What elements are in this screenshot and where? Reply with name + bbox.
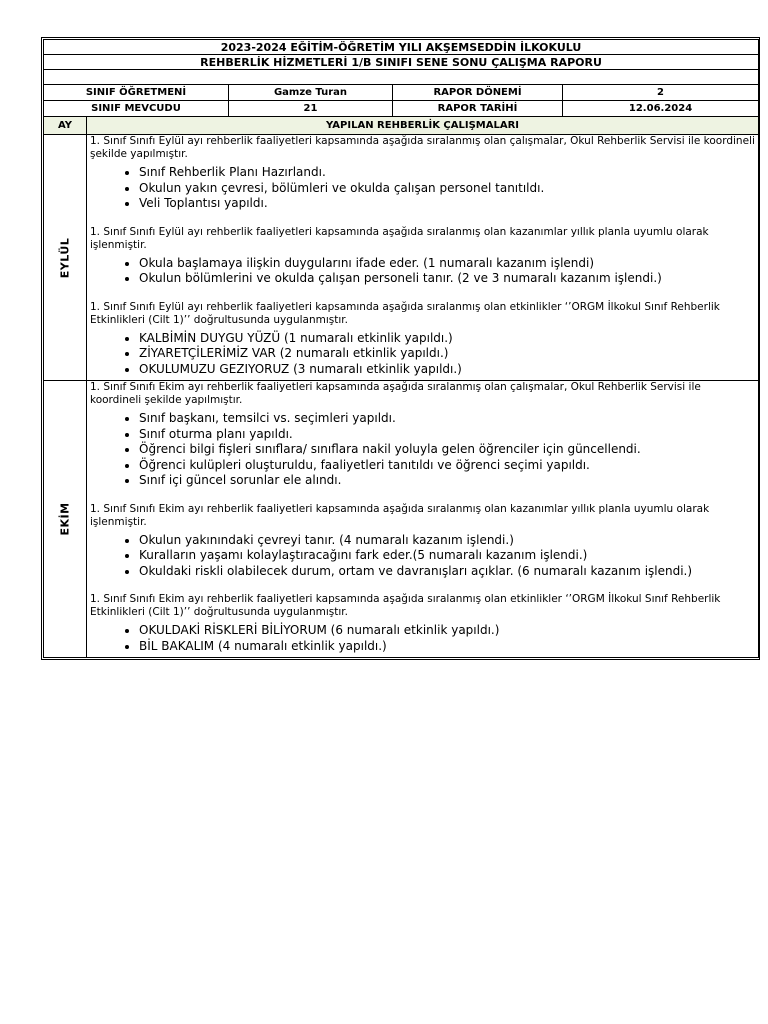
list-item: • Okulun yakınındaki çevreyi tanır. (4 numaralı kazanım işlendi.) <box>139 533 755 549</box>
list-item: • Öğrenci bilgi fişleri sınıflara/ sınıflara nakil yoluyla gelen öğrenciler için güncellendi. <box>139 442 755 458</box>
month-rows <box>44 135 759 658</box>
work-column-header: YAPILAN REHBERLİK ÇALIŞMALARI <box>87 117 759 135</box>
month-row <box>44 135 759 381</box>
activity-section <box>90 301 755 378</box>
activity-section <box>90 135 755 212</box>
list-item: • OKULUMUZU GEZIYORUZ (3 numaralı etkinlik yapıldı.) <box>139 362 755 378</box>
list-item: • OKULDAKİ RİSKLERİ BİLİYORUM (6 numaralı etkinlik yapıldı.) <box>139 623 755 639</box>
activity-list <box>90 331 755 378</box>
school-title: 2023-2024 EĞİTİM-ÖĞRETİM YILI AKŞEMSEDDİN İLKOKULU <box>44 40 759 55</box>
section-intro: 1. Sınıf Sınıfı Ekim ayı rehberlik faaliyetleri kapsamında aşağıda sıralanmış olan kazanımlar yıllık planla uyumlu olarak işlenmiştir. <box>90 502 710 528</box>
section-intro: 1. Sınıf Sınıfı Eylül ayı rehberlik faaliyetleri kapsamında aşağıda sıralanmış olan kazanımlar yıllık planla uyumlu olarak işlenmiştir. <box>90 225 709 251</box>
activity-list <box>90 411 755 489</box>
list-item: • Sınıf Rehberlik Planı Hazırlandı. <box>139 165 755 181</box>
month-cell <box>44 381 87 658</box>
count-value: 21 <box>229 101 393 117</box>
list-item: • BİL BAKALIM (4 numaralı etkinlik yapıldı.) <box>139 639 755 655</box>
list-item: • Sınıf içi güncel sorunlar ele alındı. <box>139 473 755 489</box>
section-intro: 1. Sınıf Sınıfı Eylül ayı rehberlik faaliyetleri kapsamında aşağıda sıralanmış olan çalışmalar, Okul Rehberlik Servisi ile koordineli şekilde yapılmıştır. <box>90 135 755 160</box>
section-intro: 1. Sınıf Sınıfı Eylül ayı rehberlik faaliyetleri kapsamında aşağıda sıralanmış olan etkinlikler ‘’ORGM İlkokul Sınıf Rehberlik Etkinlikleri (Cilt 1)’’ doğrultusunda uygulanmıştır. <box>90 300 720 326</box>
activity-section <box>90 503 755 580</box>
list-item: • Öğrenci kulüpleri oluşturuldu, faaliyetleri tanıtıldı ve öğrenci seçimi yapıldı. <box>139 458 755 474</box>
month-content <box>87 135 759 381</box>
teacher-value: Gamze Turan <box>229 85 393 101</box>
report-title: REHBERLİK HİZMETLERİ 1/B SINIFI SENE SONU ÇALIŞMA RAPORU <box>44 55 759 70</box>
date-label: RAPOR TARİHİ <box>393 101 563 117</box>
list-item: • Okulun yakın çevresi, bölümleri ve okulda çalışan personel tanıtıldı. <box>139 181 755 197</box>
report-frame <box>41 37 760 660</box>
list-item: • Kuralların yaşamı kolaylaştıracağını fark eder.(5 numaralı kazanım işlendi.) <box>139 548 755 564</box>
activity-list <box>90 623 755 654</box>
activity-section <box>90 381 755 489</box>
teacher-label: SINIF ÖĞRETMENİ <box>44 85 229 101</box>
month-name: EKİM <box>58 502 72 536</box>
list-item: • Okula başlamaya ilişkin duygularını ifade eder. (1 numaralı kazanım işlendi) <box>139 256 755 272</box>
list-item: • Sınıf oturma planı yapıldı. <box>139 427 755 443</box>
month-row <box>44 381 759 658</box>
activity-list <box>90 533 755 580</box>
month-cell <box>44 135 87 381</box>
list-item: • Sınıf başkanı, temsilci vs. seçimleri yapıldı. <box>139 411 755 427</box>
period-label: RAPOR DÖNEMİ <box>393 85 563 101</box>
list-item: • Veli Toplantısı yapıldı. <box>139 196 755 212</box>
section-intro: 1. Sınıf Sınıfı Ekim ayı rehberlik faaliyetleri kapsamında aşağıda sıralanmış olan etkinlikler ‘’ORGM İlkokul Sınıf Rehberlik Etkinlikleri (Cilt 1)’’ doğrultusunda uygulanmıştır. <box>90 593 721 618</box>
month-column-header: AY <box>44 117 87 135</box>
activity-section <box>90 593 755 654</box>
period-value: 2 <box>563 85 759 101</box>
list-item: • Okuldaki riskli olabilecek durum, ortam ve davranışları açıklar. (6 numaralı kazanım işlendi.) <box>139 564 755 580</box>
activity-section <box>90 226 755 287</box>
activity-list <box>90 256 755 287</box>
report-table <box>43 39 759 658</box>
count-label: SINIF MEVCUDU <box>44 101 229 117</box>
list-item: • ZİYARETÇİLERİMİZ VAR (2 numaralı etkinlik yapıldı.) <box>139 346 755 362</box>
list-item: • Okulun bölümlerini ve okulda çalışan personeli tanır. (2 ve 3 numaralı kazanım işlendi.) <box>139 271 755 287</box>
blank-row <box>44 70 759 85</box>
section-intro: 1. Sınıf Sınıfı Ekim ayı rehberlik faaliyetleri kapsamında aşağıda sıralanmış olan çalışmalar, Okul Rehberlik Servisi ile koordineli şekilde yapılmıştır. <box>90 381 701 406</box>
month-content <box>87 381 759 658</box>
month-name: EYLÜL <box>58 237 72 278</box>
activity-list <box>90 165 755 212</box>
date-value: 12.06.2024 <box>563 101 759 117</box>
list-item: • KALBİMİN DUYGU YÜZÜ (1 numaralı etkinlik yapıldı.) <box>139 331 755 347</box>
